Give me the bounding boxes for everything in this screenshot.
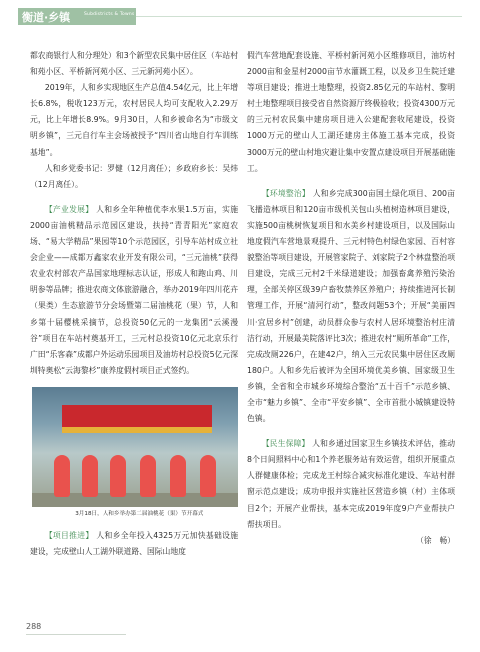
section-body: 人和乡全年种植优李水果1.5万亩，实施2000亩油桃精品示范园区建设，扶持“青青阳光”家庭农场、“易大学精品”果园等10个示范园区，引导车站村成立社会企业——成都万鑫家农业开发有限公司，“三元油桃”获得农业农村部农产品国家地理标志认证，形成人和跑山鸡、川明参等品牌；推进农商文体旅游融合，举办2019年四川花卉（果类）生态旅游节分会场暨第二届油桃花（果）节，人和乡第十届樱桃采摘节，总投资50亿元的一龙集团“云溪漫谷”项目在车站村奠基开工，三元村总投资10亿元北京乐行广田“乐客森”成都户外运动乐园项目及油坊村总投资5亿元深圳特奥松“云海黎杉”康养度假村项目正式签约。 bbox=[30, 204, 238, 375]
page-number: 288 bbox=[26, 622, 42, 631]
section-tag: 【环境整治】 bbox=[261, 188, 310, 198]
paragraph: 都农商银行人和分理处）和3个新型农民集中居住区（车站村和苑小区、平桥新河苑小区、三元新河苑小区）。 bbox=[30, 51, 238, 77]
paragraph: 人和乡党委书记：罗健（12月离任）；乡政府乡长：吴炜（12月离任）。 bbox=[30, 163, 238, 189]
header-rule bbox=[136, 16, 462, 17]
photo-dancer bbox=[110, 455, 126, 497]
photo-banner bbox=[62, 405, 212, 427]
section-tag: 【产业发展】 bbox=[44, 204, 94, 214]
section-body: 人和乡全年投入4325万元加快基础设施建设，完成壁山人工湖外联道路、国际山地度 bbox=[30, 530, 239, 556]
photo-dancer bbox=[140, 455, 156, 497]
photo-caption: 3月18日，人和乡举办第二届油桃花（果）节开幕式 bbox=[75, 510, 204, 517]
photo-dancer bbox=[82, 455, 98, 497]
paragraph: 2019年，人和乡实现地区生产总值4.54亿元，比上年增长6.8%，税收123万元，农村居民人均可支配收入2.29万元，比上年增长8.9%。9月30日，人和乡被命名为“市级文明乡镇”，三元自行车主会场被授予“四川省山地自行车训练基地”。 bbox=[30, 83, 238, 157]
section-tag: 【项目推进】 bbox=[44, 530, 94, 540]
header-subtitle: Subdistricts & Towns bbox=[84, 12, 135, 17]
paragraph: 假汽车营地配套设施、平桥村新河苑小区维修项目，油坊村2000亩和金星村2000亩节水灌溉工程，以及乡卫生院迁建等项目建设；推进土地整理，投资2.85亿元的车站村、黎明村土地整理项目接受省自然资源厅终极验收；投资4300万元的三元村农民集中建房项目进入公建配套收尾建设，投资1000万元的壁山人工湖还建房主体施工基本完成，投资3000万元的壁山村地灾避让集中安置点建设项目开展基础施工。 bbox=[247, 51, 455, 173]
photo-banner-stripe bbox=[62, 427, 212, 433]
section-tag: 【民生保障】 bbox=[261, 439, 310, 449]
author-credit: （徐 畅） bbox=[416, 535, 455, 545]
header-logo: 衡道·乡镇 bbox=[22, 11, 71, 24]
section-body: 人和乡通过国家卫生乡镇技术评估，推动8个日间照料中心和1个养老服务站有效运营，组织开展重点人群健康体检；完成龙王村综合减灾标准化建设、车站村群窗示范点建设；成功申报并实施社区营造乡镇（村）主体项目2个；开展产业帮扶，基本完成2019年度9户产业帮扶户帮扶项目。 bbox=[247, 439, 456, 529]
section-body: 人和乡完成300亩国土绿化项目、200亩飞播造林项目和120亩市级机关包山头植树造林项目建设，实施500亩桃树恢复项目和水美乡村建设项目，以及国际山地度假汽车营地景观提升、三元村特色村绿色家园、百村容貌整治等项目建设，开展管家院子、刘家院子2个林盘整治项目建设，完成三元村2千米绿道建设；加强畜禽养殖污染治理，全部关停区级39户畜牧禁养区养殖户；持续推进河长制管理工作，开展“清河行动”，整改问题53个；开展“美丽四川·宜居乡村”创建，动员群众参与农村人居环境整治村庄清洁行动，开展最美院落评比3次；推进农村“厕所革命”工作，完成改厕226户，在建42户，纳入三元农民集中居住区改厕180户。人和乡先后被评为全国环境优美乡镇、国家级卫生乡镇，全省和全市城乡环境综合整治“五十百千”示范乡镇、全市“魅力乡镇”、全市“平安乡镇”、全市首批小城镇建设特色镇。 bbox=[247, 188, 456, 424]
section-projects bbox=[30, 528, 238, 560]
right-column bbox=[247, 48, 455, 549]
section-environment bbox=[247, 186, 455, 427]
photo-dancer bbox=[170, 455, 186, 497]
festival-photo bbox=[32, 387, 238, 507]
left-column bbox=[30, 48, 238, 560]
photo-dancer bbox=[54, 455, 70, 497]
footer-rule bbox=[26, 634, 126, 635]
page-header bbox=[0, 0, 480, 34]
photo-dancer bbox=[200, 455, 216, 497]
section-livelihood bbox=[247, 436, 455, 533]
section-industry bbox=[30, 202, 238, 379]
